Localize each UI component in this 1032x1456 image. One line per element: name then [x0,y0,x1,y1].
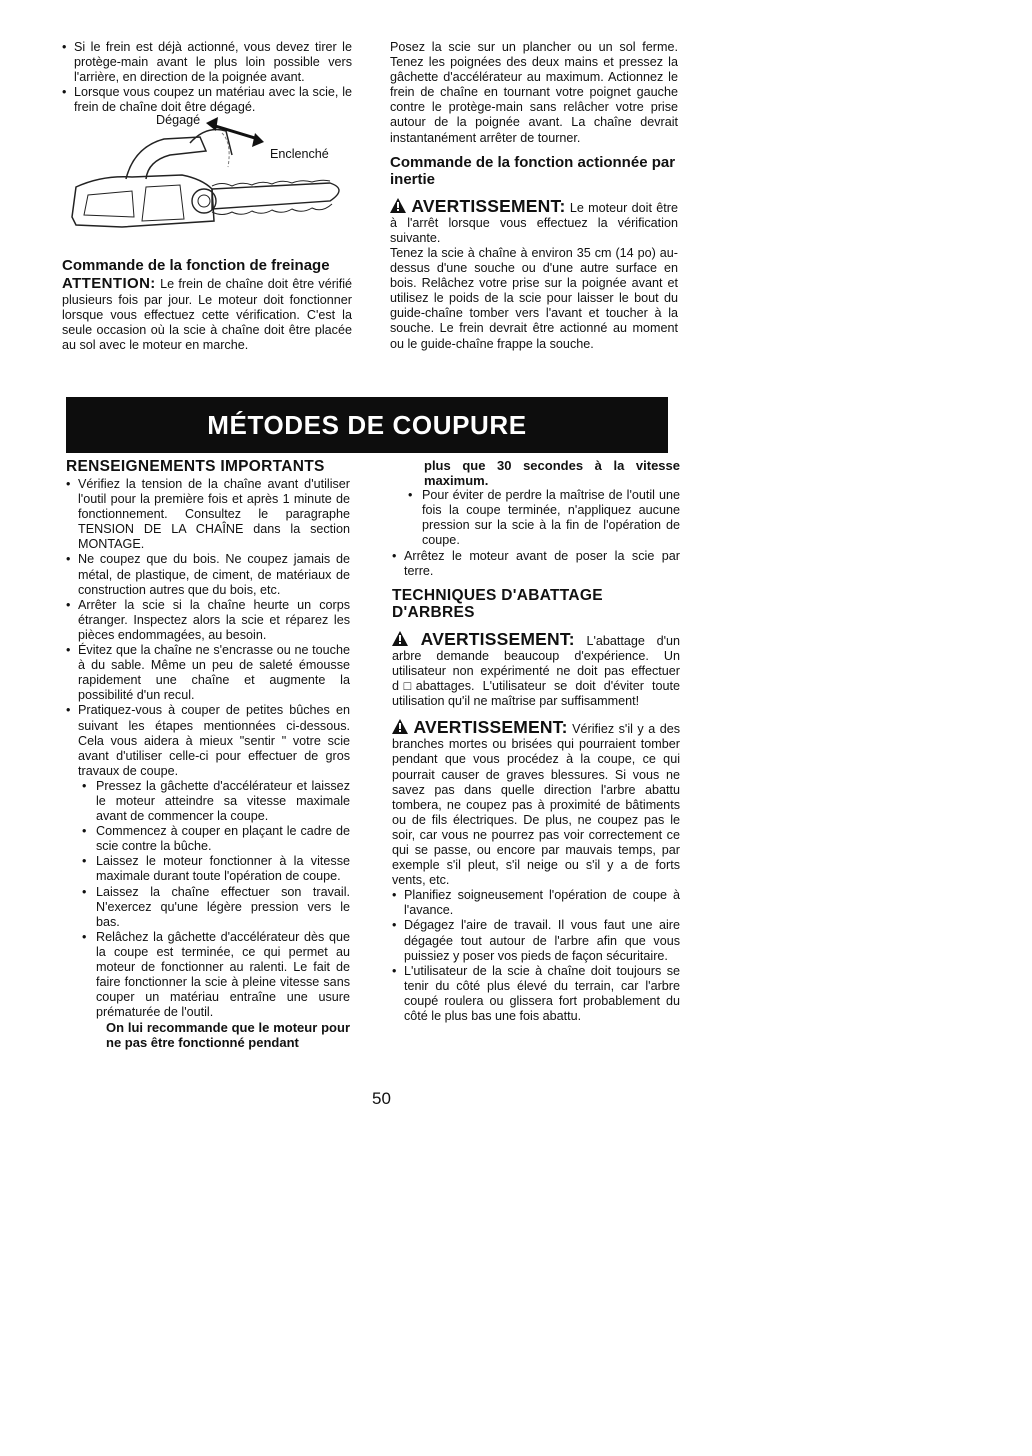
list-item: • Pour éviter de perdre la maîtrise de l'outil une fois la coupe terminée, n'appliquez aucune pression sur la scie à la fin de l'opération de coupe. [402,488,680,548]
inertia-warning [390,195,678,246]
warning-triangle-icon [390,198,406,213]
list-item: • Évitez que la chaîne ne s'encrasse ou ne touche à du sable. Même un peu de saleté émousse rapidement une chaîne et augmente la possibilité d'un recul. [66,643,350,703]
list-item: • Pratiquez-vous à couper de petites bûches en suivant les étapes mentionnées ci-dessous. Cela vous aidera à mieux "sentir " votre scie avant d'utiliser celle-ci pour effectuer de gros travaux de coupe. [66,703,350,778]
released-label: Dégagé [156,113,201,128]
warning-triangle-icon [392,719,408,734]
attention-text: Le frein de chaîne doit être vérifié plusieurs fois par jour. Le moteur doit fonctionner lorsque vous effectuez cette vérification. C'est la seule occasion où la scie à chaîne doit être placée au sol avec le moteur en marche. [62,277,353,352]
list-item: • Ne coupez que du bois. Ne coupez jamais de métal, de plastique, de ciment, de matériaux de construction autres que du bois, etc. [66,552,350,597]
brake-test-paragraph: Posez la scie sur un plancher ou un sol ferme. Tenez les poignées des deux mains et pressez la gâchette d'accélérateur au maximum. Actionnez le frein de chaîne en tournant votre poignet gauche contre le protège-main sans relâcher votre prise autour de la poignée avant. La chaîne devrait instantanément arrêter de tourner. [390,40,678,145]
list-item: • Dégagez l'aire de travail. Il vous faut une aire dégagée tout autour de l'arbre afin que vous puissiez y poser vos pieds de façon sécuritaire. [392,918,680,963]
warning-text: Vérifiez s'il y a des branches mortes ou brisées qui pourraient tomber pendant que vous procédez à la coupe, ce qui pourrait causer de graves blessures. Si vous ne savez pas dans quelle direction l'arbre abattu tombera, ne coupez pas à proximité de bâtiments ou de fils électriques. De plus, ne coupez pas le soir, car vous ne pourrez pas voir correctement ce qui se passe, ou encore par mauvais temps, par exemple s'il pleut, s'il neige ou s'il y a de forts vents, etc. [392,722,681,888]
list-item: • Laissez la chaîne effectuer son travail. N'exercez qu'une légère pression vers le bas. [76,885,350,930]
engaged-label: Enclenché [270,147,329,162]
warning-text: L'abattage d'un arbre demande beaucoup d'expérience. Un utilisateur non expérimenté ne doit pas effectuer d□abattages. L'utilisateur se doit d'éviter toute utilisation qu'il ne maîtrise par suffisamment! [392,633,681,709]
recommendation-continued: plus que 30 secondes à la vitesse maximum. [424,458,680,489]
list-item: • Relâchez la gâchette d'accélérateur dès que la coupe est terminée, ce qui permet au moteur de fonctionner au ralenti. Le fait de faire fonctionner la scie à pleine vitesse sans couper un matériau entraîne une usure prématurée de l'outil. [76,930,350,1021]
brake-function-heading: Commande de la fonction de freinage [62,257,330,275]
inertia-test-paragraph: Tenez la scie à chaîne à environ 35 cm (14 po) au-dessus d'une souche ou d'une autre surface en bois. Relâchez votre prise sur la poignée avant et utilisez le poids de la scie pour laisser le bout du guide-chaîne tomber vers l'avant et toucher à la souche. Le frein devrait être actionné au moment ou le guide-chaîne frappe la souche. [390,245,678,351]
list-item: • Planifiez soigneusement l'opération de coupe à l'avance. [392,888,680,918]
warning-triangle-icon [392,631,408,646]
brake-bullets [62,40,352,115]
attention-paragraph [62,276,352,352]
attention-label: ATTENTION: [62,275,156,293]
list-item: • Arrêtez le moteur avant de poser la scie par terre. [392,549,680,579]
practice-steps-list [76,779,350,1021]
felling-warning-2 [392,719,680,888]
list-item: • Lorsque vous coupez un matériau avec la scie, le frein de chaîne doit être dégagé. [62,85,352,115]
important-info-heading: RENSEIGNEMENTS IMPORTANTS [66,458,325,475]
chainsaw-illustration [62,117,352,249]
list-item: • Pressez la gâchette d'accélérateur et laissez le moteur atteindre sa vitesse maximale avant de commencer la coupe. [76,779,350,824]
felling-heading: TECHNIQUES D'ABATTAGE D'ARBRES [392,586,603,621]
chain-brake-figure [62,113,352,249]
list-item: • Si le frein est déjà actionné, vous devez tirer le protège-main avant le plus loin possible vers l'arrière, en direction de la poignée avant. [62,40,352,85]
warning-label: AVERTISSEMENT: [411,195,566,216]
list-item: • L'utilisateur de la scie à chaîne doit toujours se tenir du côté plus élevé du terrain, car l'arbre coupé roulera ou glissera fort probablement du côté le plus bas une fois abattu. [392,964,680,1024]
list-item: • Arrêter la scie si la chaîne heurte un corps étranger. Inspectez alors la scie et réparez les pièces endommagées, au besoin. [66,598,350,643]
bottom-right-column [392,458,680,1024]
important-info-list [66,477,350,779]
list-item: • Vérifiez la tension de la chaîne avant d'utiliser l'outil pour la première fois et après 1 minute de fonctionnement. Consultez le paragraphe TENSION DE LA CHAÎNE dans la section MONTAGE. [66,477,350,552]
page-number: 50 [372,1089,391,1108]
stop-engine-list [392,549,680,579]
section-banner [66,397,668,453]
list-item: • Commencez à couper en plaçant le cadre de scie contre la bûche. [76,824,350,854]
bottom-left-column [66,458,350,1051]
top-left-column [62,40,352,353]
warning-text: Le moteur doit être à l'arrêt lorsque vous effectuez la vérification suivante. [390,200,678,245]
after-cut-list [402,488,680,548]
section-title: MÉTODES DE COUPURE [207,409,527,440]
felling-steps-list [392,888,680,1024]
top-right-column [390,40,678,352]
warning-label: AVERTISSEMENT: [420,628,575,649]
recommendation-text: On lui recommande que le moteur pour ne pas être fonctionné pendant [106,1020,350,1051]
felling-warning-1 [392,628,681,709]
list-item: • Laissez le moteur fonctionner à la vitesse maximale durant toute l'opération de coupe. [76,854,350,884]
warning-label: AVERTISSEMENT: [413,717,568,738]
inertia-heading: Commande de la fonction actionnée par inertie [390,153,676,188]
